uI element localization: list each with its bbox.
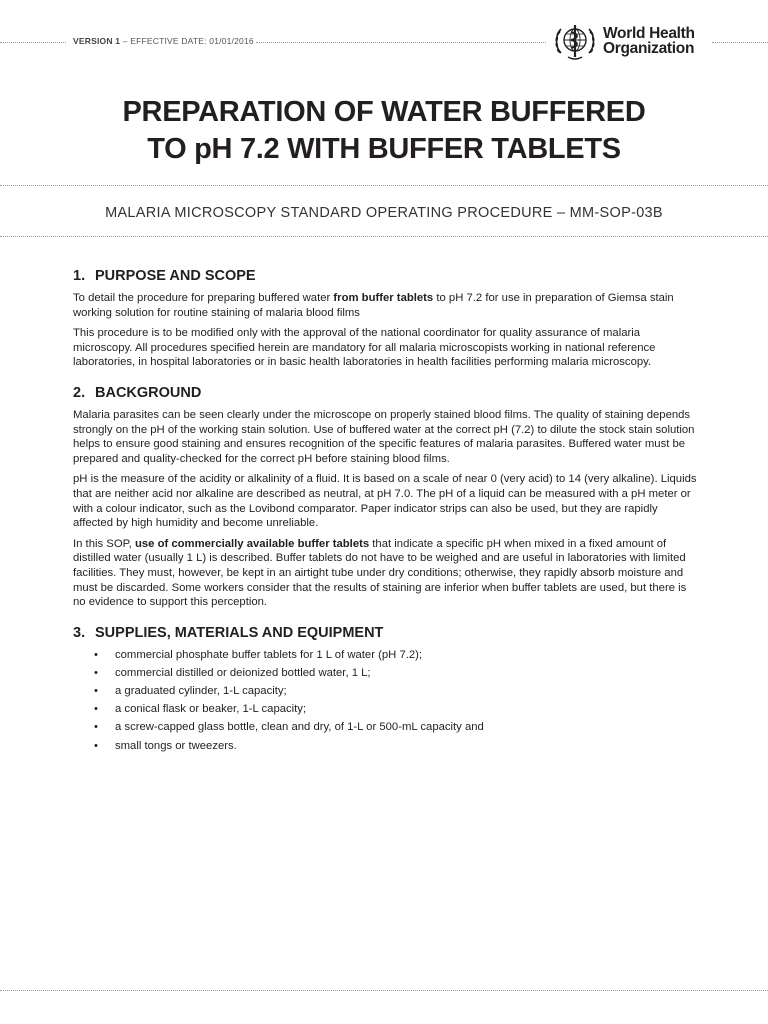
section-number: 1. [73,268,86,284]
supplies-list [73,648,697,754]
list-item-text: a conical flask or beaker, 1-L capacity; [115,703,307,716]
section-heading [73,625,697,641]
bullet-icon: • [94,703,98,716]
list-item [73,684,697,699]
bullet-icon: • [94,721,98,734]
section-number: 2. [73,384,86,401]
title-line-1: PREPARATION OF WATER BUFFERED [122,96,646,128]
list-item [73,720,697,735]
list-item-text: a screw-capped glass bottle, clean and dry, of 1-L or 500-mL capacity and [115,721,484,734]
text-run: In this SOP, [73,537,135,550]
section-title: BACKGROUND [95,384,202,401]
text-run: that indicate a specific pH when mixed in a fixed amount of distilled water (usually 1 L) is described. Buffer tablets do not have to be weighed and are useful in laboratories with limited facilities. They must, however, be kept in an airtight tube under dry conditions; otherwise, they rapidly absorb moisture and must be discarded. Some workers consider that the results of staining are inferior when buffer tablets are used, but there is no evidence to support this perception. [73,537,687,609]
paragraph: pH is the measure of the acidity or alkalinity of a fluid. It is based on a scale of near 0 (very acid) to 14 (very alkaline). Liquids that are neither acid nor alkaline are described as neutral, at pH 7.0. The pH of a liquid can be measured with a pH meter or with a colour indicator, such as the Lovibond comparator. Paper indicator strips can also be used, but they are rapidly affected by high humidity and become unreliable. [73,473,697,530]
version-label [73,36,254,46]
section-heading [73,268,697,284]
list-item-text: commercial phosphate buffer tablets for 1 L of water (pH 7.2); [115,648,423,661]
footer-rule [0,990,768,991]
list-item-text: a graduated cylinder, 1-L capacity; [115,685,287,698]
who-wordmark-line1: World Health [603,25,695,42]
effective-date: – EFFECTIVE DATE: 01/01/2016 [120,36,254,46]
paragraph [73,291,697,320]
list-item-text: small tongs or tweezers. [115,739,237,752]
bullet-icon: • [94,685,98,698]
title-line-2: TO pH 7.2 WITH BUFFER TABLETS [147,133,621,165]
bullet-icon: • [94,739,98,752]
who-wordmark-line2: Organization [603,40,695,57]
text-run: to pH 7.2 for use in preparation of Giemsa stain working solution for routine staining of malaria blood films [73,292,674,319]
section-title: PURPOSE AND SCOPE [95,268,256,284]
header-rule-right [712,42,768,43]
section-purpose-and-scope [73,268,697,370]
document-body [73,268,697,757]
subtitle-rule-bottom [0,236,768,237]
list-item [73,666,697,681]
section-number: 3. [73,624,86,641]
bold-text-run: use of commercially available buffer tablets [134,537,370,550]
header-rule-middle [256,42,546,43]
list-item-text: commercial distilled or deionized bottled water, 1 L; [115,666,371,679]
text-run: To detail the procedure for preparing buffered water [73,292,334,304]
bullet-icon: • [94,666,98,679]
list-item [73,739,697,754]
paragraph: Malaria parasites can be seen clearly under the microscope on properly stained blood films. The quality of staining depends strongly on the pH of the working stain solution. Use of buffered water at the correct pH (7.2) to dilute the stock stain solution helps to ensure good staining and ensures recognition of the specific features of malaria parasites. Buffered water must be prepared and quality-checked for the correct pH before staining blood films. [73,408,695,465]
title-rule-bottom [0,185,768,186]
who-emblem-icon [552,20,598,62]
list-item [73,702,697,717]
version-number: VERSION 1 [73,36,121,46]
section-supplies [73,625,697,754]
section-heading [73,385,697,401]
paragraph: This procedure is to be modified only with the approval of the national coordinator for quality assurance of malaria microscopy. All procedures specified herein are mandatory for all malaria microscopists working in national reference laboratories, in hospital laboratories or in basic health laboratories in health facilities performing malaria microscopy. [73,327,656,369]
who-logo [552,20,695,62]
section-background [73,385,697,610]
section-title: SUPPLIES, MATERIALS AND EQUIPMENT [95,624,384,641]
bold-text-run: from buffer tablets [333,292,434,304]
list-item [73,648,697,663]
who-wordmark [603,26,695,56]
document-subtitle: MALARIA MICROSCOPY STANDARD OPERATING PROCEDURE – MM-SOP-03B [105,205,663,221]
paragraph [73,537,697,610]
header-rule-left [0,42,66,43]
document-title [0,94,768,168]
bullet-icon: • [94,648,98,661]
